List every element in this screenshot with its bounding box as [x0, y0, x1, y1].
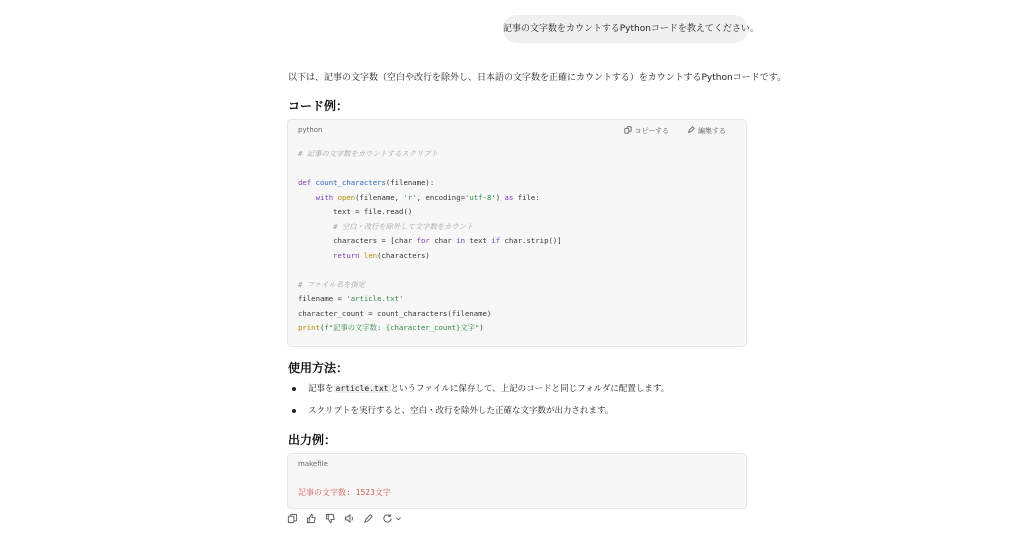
- kw-for: for: [416, 236, 430, 245]
- builtin-len: len: [363, 250, 378, 260]
- code-string: 'r': [403, 192, 417, 202]
- code-string: 'utf-8': [464, 192, 496, 202]
- code-text: (characters): [377, 250, 430, 260]
- code-language-label: python: [298, 126, 323, 134]
- code-text: text: [464, 236, 492, 245]
- kw-def: def: [298, 178, 312, 187]
- heading-output-example: 出力例：: [288, 433, 337, 447]
- usage-list: [288, 383, 669, 427]
- code-text: text = file.read(): [333, 207, 413, 216]
- copy-icon: [624, 126, 632, 136]
- code-text: ): [495, 192, 505, 202]
- kw-if: if: [491, 236, 501, 245]
- code-text: char.strip()]: [500, 236, 562, 245]
- code-comment: # 記事の文字数をカウントするスクリプト: [298, 149, 438, 158]
- copy-code-label: コピーする: [634, 127, 669, 135]
- kw-in: in: [456, 236, 465, 245]
- code-text: character_count = count_characters(filename): [298, 308, 492, 318]
- list-item: [288, 405, 669, 427]
- edit-icon[interactable]: [363, 513, 374, 524]
- code-text: char: [429, 236, 457, 245]
- speaker-icon[interactable]: [344, 513, 355, 524]
- code-text: (: [319, 323, 325, 332]
- regenerate-icon[interactable]: [382, 513, 393, 524]
- edit-code-button[interactable]: [687, 126, 726, 136]
- edit-code-label: 編集する: [698, 127, 726, 135]
- fn-name: count_characters: [315, 178, 386, 187]
- list-item: [288, 383, 669, 405]
- message-actions: [287, 513, 402, 524]
- usage-text: スクリプトを実行すると、空白・改行を除外した正確な文字数が出力されます。: [308, 406, 614, 416]
- code-comment: # 空白・改行を除外して文字数をカウント: [333, 221, 474, 231]
- output-language-label: makefile: [298, 460, 328, 468]
- code-content: [298, 147, 562, 336]
- copy-icon[interactable]: [287, 513, 298, 524]
- thumbs-down-icon[interactable]: [325, 513, 336, 524]
- code-block: [287, 119, 747, 347]
- code-text: characters = [char: [333, 236, 417, 245]
- kw-as: as: [504, 192, 514, 202]
- output-line: 記事の文字数: 1523文字: [298, 488, 391, 497]
- builtin-print: print: [298, 323, 320, 332]
- heading-usage: 使用方法：: [288, 361, 349, 375]
- edit-icon: [687, 126, 695, 136]
- builtin-open: open: [337, 192, 356, 202]
- output-block: [287, 453, 747, 509]
- code-comment: # ファイル名を指定: [298, 279, 366, 289]
- code-text: filename =: [298, 294, 347, 303]
- kw-with: with: [315, 192, 334, 202]
- heading-code-example: コード例：: [288, 99, 349, 113]
- code-text: (filename):: [385, 178, 435, 187]
- usage-text: というファイルに保存して、上記のコードと同じフォルダに配置します。: [390, 384, 670, 394]
- inline-code: article.txt: [335, 384, 389, 393]
- thumbs-up-icon[interactable]: [306, 513, 317, 524]
- chevron-down-icon[interactable]: [395, 513, 402, 524]
- copy-code-button[interactable]: [624, 126, 669, 136]
- user-message: 記事の文字数をカウントするPythonコードを教えてください。: [503, 15, 748, 43]
- code-text: (filename,: [355, 192, 404, 202]
- code-text: ): [479, 323, 484, 332]
- assistant-intro: 以下は、記事の文字数（空白や改行を除外し、日本語の文字数を正確にカウントする）をカウントするPythonコードです。: [288, 73, 786, 83]
- code-text: , encoding=: [416, 192, 465, 202]
- kw-return: return: [333, 250, 360, 260]
- usage-text: 記事を: [308, 384, 334, 394]
- code-string: 'article.txt': [346, 294, 404, 303]
- code-string: f"記事の文字数: {character_count}文字": [324, 323, 480, 332]
- code-text: file:: [513, 192, 540, 202]
